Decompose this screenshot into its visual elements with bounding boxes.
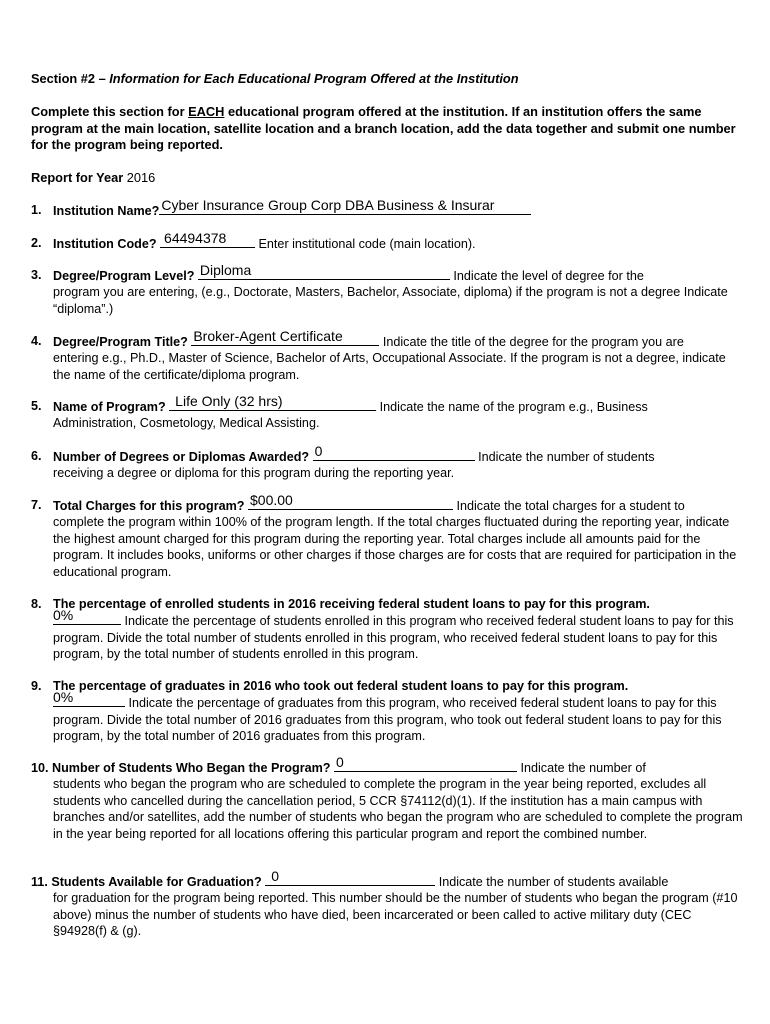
question-help-cont: pay for this program. Divide the total number of students enrolled in this program, who received federal student loans to pay for this program, by the total number of students enrolled in this program. xyxy=(53,614,734,662)
question-label: The percentage of enrolled students in 2016 receiving federal student loans to pay for this program. xyxy=(53,597,650,611)
field-value: Life Only (32 hrs) xyxy=(175,392,283,409)
question-help-cont: receiving a degree or diploma for this program during the reporting year. xyxy=(53,466,455,481)
intro-part2: educational program offered at the institution. If an institution offers the same program at the main location, satellite location and a branch location, add the data together and submit one number for the program being reported. xyxy=(31,104,736,152)
question-help-cont: program you are entering, (e.g., Doctorate, Masters, Bachelor, Associate, diploma) if the program is not a degree Indicate “diploma”.) xyxy=(53,285,728,316)
question-help-cont: pay for this program. Divide the total number of 2016 graduates from this program, who took out federal student loans to pay for this program, by the total number of 2016 graduates from this program. xyxy=(53,696,722,744)
question-label: Number of Students Who Began the Program? xyxy=(52,761,331,775)
question-number: 6. xyxy=(31,449,42,463)
question-number: 8. xyxy=(31,597,42,611)
section-number: Section #2 – xyxy=(31,71,110,86)
question-number: 7. xyxy=(31,498,42,512)
question-label: Name of Program? xyxy=(53,400,166,414)
section-title: Information for Each Educational Program Offered at the Institution xyxy=(109,71,519,86)
question-label: Degree/Program Title? xyxy=(53,335,188,349)
question-label: Total Charges for this program? xyxy=(53,499,245,513)
field-value: 0 xyxy=(314,442,323,459)
question-number: 5. xyxy=(31,399,42,413)
field-value: 0% xyxy=(53,689,74,705)
intro-emphasis: EACH xyxy=(188,104,225,119)
question-7 xyxy=(31,491,743,580)
enrolled-loans-percent-field[interactable] xyxy=(53,607,121,625)
field-value: Cyber Insurance Group Corp DBA Business & Insurar xyxy=(161,196,495,213)
intro-part1: Complete this section for xyxy=(31,104,189,119)
degrees-awarded-field[interactable] xyxy=(313,442,475,461)
question-help-cont: for graduation for the program being reported. This number should be the number of students who began the program (#10 above) minus the number of students who have died, been incarcerated or been called to active military duty (CEC §94928(f) & (g). xyxy=(53,891,738,939)
report-year xyxy=(31,170,155,185)
field-value: 64494378 xyxy=(164,229,227,246)
institution-code-field[interactable] xyxy=(160,229,255,248)
students-began-field[interactable] xyxy=(334,753,517,772)
question-number: 3. xyxy=(31,268,42,282)
question-label: Number of Degrees or Diplomas Awarded? xyxy=(53,450,310,464)
field-value: $00.00 xyxy=(250,491,293,508)
question-number: 10. xyxy=(31,761,49,775)
question-number: 11. xyxy=(31,875,48,889)
field-value: Diploma xyxy=(199,261,252,278)
question-2 xyxy=(31,229,743,252)
question-label: Students Available for Graduation? xyxy=(51,875,262,889)
question-label: The percentage of graduates in 2016 who took out federal student loans to pay for this program. xyxy=(53,679,629,693)
report-year-label: Report for Year xyxy=(31,170,124,185)
question-help: Indicate the number of students available xyxy=(438,875,669,889)
question-number: 1. xyxy=(31,203,42,217)
question-number: 4. xyxy=(31,334,42,348)
question-10 xyxy=(31,753,743,842)
report-year-value[interactable]: 2016 xyxy=(126,170,156,185)
question-6 xyxy=(31,442,743,482)
question-help: Indicate the percentage of students enrolled in this program who received federal student loans to xyxy=(124,614,669,629)
field-value: Broker-Agent Certificate xyxy=(193,327,343,344)
question-help-cont: students who began the program who are scheduled to complete the program in the year being reported, excludes all students who cancelled during the cancellation period, 5 CCR §74112(d)(1). If the institution has a main campus with branches and/or satellites, add the number of students who began the program who are scheduled to complete the program in the year being reported for all locations offering this particular program and report the combined number. xyxy=(53,777,743,841)
section-heading xyxy=(31,71,519,86)
field-value: 0 xyxy=(271,867,279,884)
question-help-cont: Administration, Cosmetology, Medical Assisting. xyxy=(53,416,320,431)
total-charges-field[interactable] xyxy=(248,491,453,510)
students-available-field[interactable] xyxy=(265,867,435,886)
question-help: Enter institutional code (main location). xyxy=(258,237,476,251)
question-label: Institution Name? xyxy=(53,204,160,218)
question-1 xyxy=(31,196,743,219)
question-help-cont: entering e.g., Ph.D., Master of Science, Bachelor of Arts, Occupational Associate. If the program is not a degree, indicate the name of the certificate/diploma program. xyxy=(53,351,726,382)
question-9 xyxy=(31,678,743,745)
question-number: 9. xyxy=(31,679,42,693)
question-number: 2. xyxy=(31,236,42,250)
question-help: Indicate the percentage of graduates from this program, who received federal student loans to xyxy=(128,696,652,711)
question-help: Indicate the number of xyxy=(520,761,646,775)
question-help: Indicate the level of degree for the xyxy=(453,269,644,283)
graduates-loans-percent-field[interactable] xyxy=(53,689,125,707)
question-help: Indicate the title of the degree for the program you are xyxy=(382,335,684,349)
field-value: 0% xyxy=(53,607,74,623)
question-help: Indicate the name of the program e.g., Business xyxy=(379,400,648,414)
question-help: Indicate the total charges for a student to xyxy=(456,499,685,513)
institution-name-field[interactable] xyxy=(159,196,531,215)
program-name-field[interactable] xyxy=(169,392,376,411)
question-5 xyxy=(31,392,743,432)
degree-level-field[interactable] xyxy=(198,261,450,280)
question-help-cont: complete the program within 100% of the program length. If the total charges fluctuated during the reporting year, indicate the highest amount charged for this program during the reporting year. Total charges include all amounts paid for the program. It includes books, uniforms or other charges if those charges are for costs that are required for participation in the educational program. xyxy=(53,515,737,579)
question-8 xyxy=(31,596,743,663)
question-label: Degree/Program Level? xyxy=(53,269,195,283)
question-help: Indicate the number of students xyxy=(478,450,655,464)
field-value: 0 xyxy=(336,753,344,770)
intro-paragraph xyxy=(31,104,736,154)
question-3 xyxy=(31,261,743,317)
question-4 xyxy=(31,327,743,383)
question-label: Institution Code? xyxy=(53,237,157,251)
degree-title-field[interactable] xyxy=(191,327,379,346)
question-11 xyxy=(31,867,743,940)
